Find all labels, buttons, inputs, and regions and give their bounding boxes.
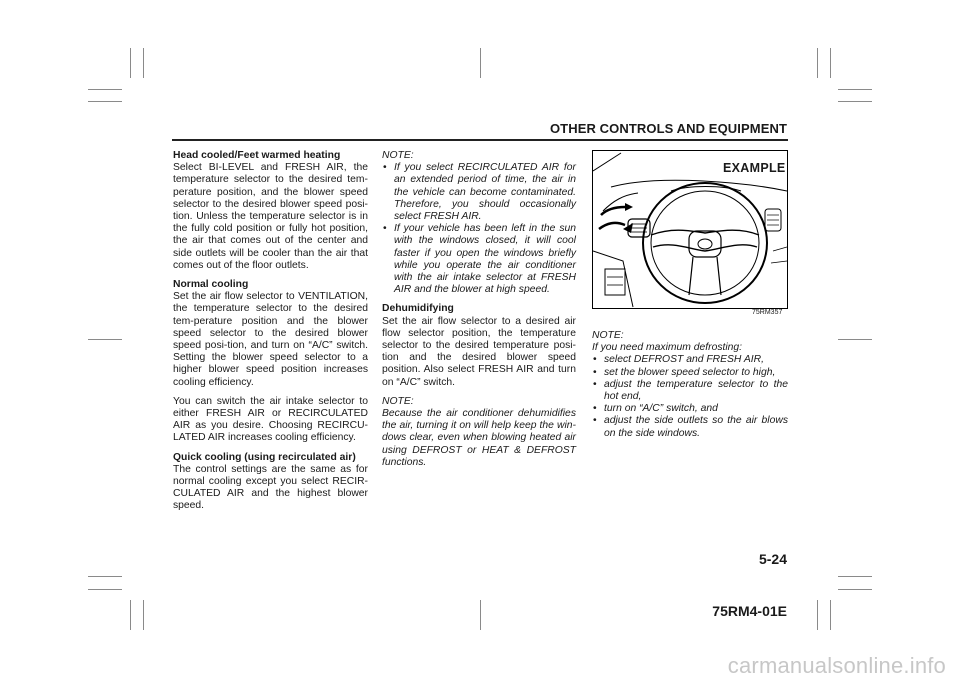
- figure-label: EXAMPLE: [723, 161, 786, 175]
- crop-mark: [480, 48, 481, 78]
- text-column-1: [173, 150, 368, 520]
- note-label: NOTE:: [592, 330, 624, 341]
- crop-mark: [838, 576, 872, 577]
- note-list: [382, 162, 576, 296]
- body-normal-cooling: Set the air flow selector to VENTILATION, the temperature selector to the desired tem-perature position and the blower speed selector to the desired blower speed posi-tion, and turn on “A/C” switch. Setting the blower speed selector to a higher blower speed position increases cooling efficiency.: [173, 291, 368, 388]
- crop-mark: [838, 101, 872, 102]
- crop-mark: [88, 101, 122, 102]
- figure-code: 75RM357: [752, 309, 783, 316]
- crop-mark: [88, 89, 122, 90]
- crop-mark: [830, 600, 831, 630]
- crop-mark: [817, 600, 818, 630]
- section-title: OTHER CONTROLS AND EQUIPMENT: [549, 121, 787, 136]
- watermark-text: carmanualsonline.info: [727, 653, 946, 678]
- page-number: 5-24: [758, 551, 787, 567]
- text-column-3: [592, 330, 788, 447]
- paragraph-intake: [173, 396, 368, 445]
- paragraph-quick-cooling: [173, 452, 368, 513]
- note-intro: If you need maximum defrosting:: [592, 342, 743, 354]
- paragraph-normal-cooling: [173, 279, 368, 389]
- heading-dehumidifying: Dehumidifying: [382, 303, 454, 315]
- crop-mark: [143, 600, 144, 630]
- paragraph-note-dehumidify: [382, 396, 576, 469]
- note-body: Because the air conditioner dehumidifies the air, turning it on will help keep the win-dows clear, even when blowing heated air using DEFROST or HEAT & DEFROST functions.: [382, 408, 576, 468]
- crop-mark: [838, 339, 872, 340]
- crop-mark: [130, 600, 131, 630]
- crop-mark: [480, 600, 481, 630]
- heading-quick-cooling: Quick cooling (using recirculated air): [173, 451, 356, 463]
- note-label: NOTE:: [382, 395, 414, 407]
- crop-mark: [838, 89, 872, 90]
- crop-mark: [88, 576, 122, 577]
- list-item: • select DEFROST and FRESH AIR,: [592, 354, 788, 366]
- crop-mark: [88, 339, 122, 340]
- header-divider: [172, 139, 788, 141]
- note-label: NOTE:: [382, 150, 414, 161]
- body-dehumidifying: Set the air flow selector to a desired air flow selector position, the temperature selector to the desired temperature posi-tion and the desired blower speed position. Also select FRESH AIR and turn on “A/C” switch.: [382, 315, 576, 388]
- crop-mark: [88, 589, 122, 590]
- list-item: • If you select RECIRCULATED AIR for an extended period of time, the air in the vehicle can become contaminated. Therefore, you should occasionally select FRESH AIR.: [382, 162, 576, 223]
- body-quick-cooling: The control settings are the same as for normal cooling except you select RECIR-CULATED AIR and the highest blower speed.: [173, 463, 368, 512]
- list-item: • set the blower speed selector to high,: [592, 367, 788, 379]
- list-item: • If your vehicle has been left in the sun with the windows closed, it will cool faster if you open the windows briefly while you operate the air conditioner with the air intake selector at FRESH AIR and the blower at high speed.: [382, 223, 576, 296]
- crop-mark: [817, 48, 818, 78]
- paragraph-head-cooled: [173, 150, 368, 272]
- body-intake: You can switch the air intake selector to either FRESH AIR or RECIRCULATED AIR as you desire. Choosing RECIRCU-LATED AIR increases cooling efficiency.: [173, 395, 368, 444]
- crop-mark: [830, 48, 831, 78]
- list-item: • adjust the side outlets so the air blows on the side windows.: [592, 415, 788, 439]
- defrost-list: [592, 354, 788, 439]
- body-head-cooled: Select BI-LEVEL and FRESH AIR, the temperature selector to the desired tem-perature position, and the blower speed selector to the desired blower speed posi-tion. Unless the temperature selector is in the fully cold position or fully hot position, the air that comes out of the center and side outlets will be cooler than the air that comes out of the floor outlets.: [173, 162, 368, 271]
- heading-normal-cooling: Normal cooling: [173, 279, 249, 291]
- crop-mark: [130, 48, 131, 78]
- paragraph-dehumidifying: [382, 303, 576, 388]
- text-column-2: [382, 150, 576, 476]
- crop-mark: [143, 48, 144, 78]
- document-code: 75RM4-01E: [712, 603, 787, 619]
- crop-mark: [838, 589, 872, 590]
- list-item: • adjust the temperature selector to the hot end,: [592, 379, 788, 403]
- heading-head-cooled: Head cooled/Feet warmed heating: [173, 150, 341, 161]
- list-item: • turn on “A/C” switch, and: [592, 403, 788, 415]
